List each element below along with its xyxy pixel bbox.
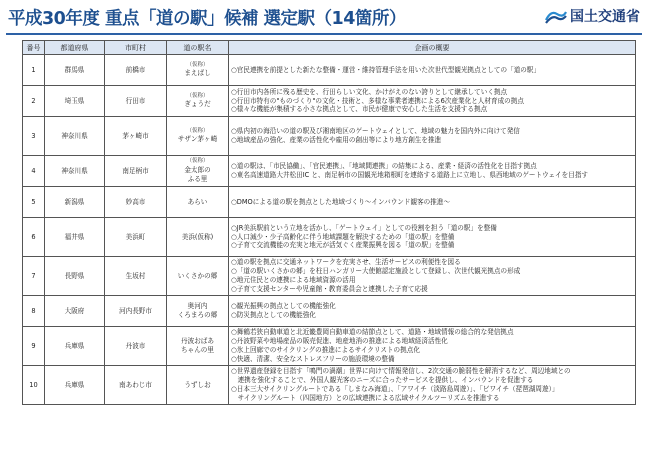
row-number: 7	[23, 257, 45, 296]
summary-line: ○日本三大サイクリングルートである「しまなみ海道」、「アワイチ（淡路島周遊）」、「ビワイチ（琵琶湖周遊）」	[231, 385, 559, 393]
row-prefecture: 新潟県	[45, 187, 105, 218]
row-prefecture: 兵庫県	[45, 366, 105, 405]
candidate-stations-table	[22, 40, 636, 405]
col-header-municipality: 市町村	[105, 41, 167, 55]
row-number: 10	[23, 366, 45, 405]
row-prefecture: 福井県	[45, 218, 105, 257]
station-name-provisional: （仮称）	[186, 158, 209, 165]
row-number: 8	[23, 296, 45, 327]
row-station-name	[167, 55, 229, 86]
row-station-name	[167, 257, 229, 296]
summary-line: ○行田市内各所に残る歴史を、行田らしい文化、かけがえのない誇りとして継承していく拠点	[231, 87, 508, 96]
station-name: あらい	[187, 197, 208, 206]
row-number: 5	[23, 187, 45, 218]
station-name: 金太郎の ふる里	[184, 165, 211, 183]
table-row	[23, 187, 636, 218]
col-header-station-name: 道の駅名	[167, 41, 229, 55]
summary-line: ○県内初の海沿いの道の駅及び湘南地区のゲートウェイとして、地域の魅力を国内外に向けて発信	[231, 127, 520, 136]
summary-line: サイクリングルート（四国地方）との広域連携による広域サイクルツーリズムを推進する	[231, 393, 500, 402]
station-name: 丹波おばあ ちゃんの里	[181, 337, 214, 354]
summary-line: ○「道の駅いくさかの郷」を柱日ハンガリー大使館認定施設として登録し、次世代観光拠点の形成	[231, 267, 521, 276]
station-name: うずしお	[184, 380, 211, 389]
summary-line: ○DMOによる道の駅を拠点とした地域づくり～インバウンド観客の推進～	[231, 197, 451, 206]
row-municipality: 生坂村	[105, 257, 167, 296]
table-row	[23, 327, 636, 366]
ministry-logo	[545, 6, 640, 26]
station-name: 奥河内 くろまろの郷	[177, 302, 218, 319]
row-station-name	[167, 86, 229, 117]
table-row	[23, 366, 636, 405]
summary-line: ○観光振興の拠点としての機能強化	[231, 302, 336, 311]
row-station-name	[167, 296, 229, 327]
row-municipality: 丹波市	[105, 327, 167, 366]
table-row	[23, 257, 636, 296]
col-header-prefecture: 都道府県	[45, 41, 105, 55]
row-station-name	[167, 327, 229, 366]
row-number: 6	[23, 218, 45, 257]
row-summary	[229, 117, 636, 156]
summary-line: ○世界遺産登録を目指す「鳴門の渦潮」世界に向けて情報発信し、2次交通の脆弱性を解消するなど、周辺地域との	[231, 367, 571, 376]
row-summary	[229, 327, 636, 366]
summary-line: ○官民連携を前提とした新たな整備・運営・維持管理手法を用いた次世代型観光拠点としての「道の駅」	[231, 65, 541, 74]
summary-line: ○子育て交流機能の充実と地元が活気ぐく産業振興を図る「道の駅」を整備	[231, 241, 455, 250]
summary-line: ○様々な機能が集積する小さな拠点として、市民が健康で安心した生活を支援する拠点	[231, 105, 488, 114]
station-name: いくさかの郷	[177, 271, 218, 280]
row-number: 9	[23, 327, 45, 366]
summary-line: ○舞鶴若狭自動車道と北近畿豊岡自動車道の結節点として、道路・地域情報の総合的な発信拠点	[231, 328, 514, 337]
summary-line: ○氷上回廊でのサイクリングの推進によるサイクリストの拠点化	[231, 346, 420, 354]
row-number: 2	[23, 86, 45, 117]
summary-line: ○地元住民との連携による地域資源の活用	[231, 276, 356, 284]
station-name-provisional: （仮称）	[186, 127, 209, 134]
row-municipality: 茅ヶ崎市	[105, 117, 167, 156]
summary-line: ○人口減少・少子高齢化に伴う地域課題を解決するための「道の駅」を整備	[231, 232, 455, 241]
table-row	[23, 117, 636, 156]
mlit-logo-icon	[545, 8, 567, 24]
row-municipality: 美浜町	[105, 218, 167, 257]
row-prefecture: 兵庫県	[45, 327, 105, 366]
summary-line: ○地域産品の強化、産業の活性化や雇用の創出等により地方創生を推進	[231, 136, 442, 144]
row-summary	[229, 366, 636, 405]
row-summary	[229, 218, 636, 257]
row-station-name	[167, 218, 229, 257]
row-prefecture: 大阪府	[45, 296, 105, 327]
table-header-row	[23, 41, 636, 55]
summary-line: ○子育て支援センターや児童館・教育委員会と連携した子育て応援	[231, 284, 428, 293]
row-municipality: 妙高市	[105, 187, 167, 218]
ministry-name: 国土交通省	[570, 9, 640, 25]
summary-line: ○快適、清潔、安全なストレスフリーの施設環境の整備	[231, 354, 395, 363]
station-name: まえばし	[184, 69, 211, 78]
table-row	[23, 218, 636, 257]
row-number: 1	[23, 55, 45, 86]
station-name: ぎょうだ	[184, 100, 211, 109]
summary-line: ○防災拠点としての機能強化	[231, 311, 316, 319]
row-summary	[229, 86, 636, 117]
row-number: 4	[23, 156, 45, 187]
station-name: サザン茅ヶ崎	[177, 135, 218, 144]
row-station-name	[167, 156, 229, 187]
summary-line: 連携を強化することで、外国人観光客のニーズに合ったサービスを提供し、インバウンドを促進する	[231, 376, 534, 385]
row-summary	[229, 187, 636, 218]
station-name-provisional: （仮称）	[186, 61, 209, 68]
table-row	[23, 296, 636, 327]
summary-line: ○道の駅を拠点に交通ネットワークを充実させ、生活サービスの利便性を図る	[231, 258, 461, 267]
row-municipality: 前橋市	[105, 55, 167, 86]
row-prefecture: 群馬県	[45, 55, 105, 86]
row-station-name	[167, 366, 229, 405]
table-row	[23, 156, 636, 187]
table-row	[23, 86, 636, 117]
row-municipality: 河内長野市	[105, 296, 167, 327]
row-summary	[229, 257, 636, 296]
summary-line: ○東名高速道路大井松田IC と、南足柄市の国観光地箱根町を連絡する道路上に立地し、県西地域のゲートウェイを目指す	[231, 171, 589, 179]
row-summary	[229, 55, 636, 86]
row-prefecture: 埼玉県	[45, 86, 105, 117]
row-summary	[229, 296, 636, 327]
table-row	[23, 55, 636, 86]
row-station-name	[167, 117, 229, 156]
row-municipality: 行田市	[105, 86, 167, 117]
page-title: 平成30年度 重点「道の駅」候補 選定駅（14箇所）	[8, 9, 406, 29]
row-municipality: 南足柄市	[105, 156, 167, 187]
row-municipality: 南あわじ市	[105, 366, 167, 405]
row-station-name	[167, 187, 229, 218]
summary-line: ○丹波野菜や地場産品の販売促進、地産地消の推進による地域経済活性化	[231, 337, 448, 346]
row-prefecture: 神奈川県	[45, 156, 105, 187]
summary-line: ○道の駅は、「市民協働」、「官民連携」、「地域間連携」の結集による、産業・経済の活性化を目指す拠点	[231, 162, 537, 171]
row-prefecture: 神奈川県	[45, 117, 105, 156]
header-divider	[6, 33, 642, 35]
row-prefecture: 長野県	[45, 257, 105, 296]
col-header-number: 番号	[23, 41, 45, 55]
station-name: 美浜(仮称)	[181, 232, 214, 241]
summary-line: ○行田市特有の"ものづくり"の文化・技術と、多様な事業者連携による6次産業化と人材育成の拠点	[231, 96, 524, 105]
summary-line: ○JR美浜駅前という立地を活かし、「ゲートウェイ」としての役割を担う「道の駅」を整備	[231, 223, 497, 232]
row-number: 3	[23, 117, 45, 156]
station-name-provisional: （仮称）	[186, 92, 209, 99]
col-header-summary: 企画の概要	[229, 41, 636, 55]
row-summary	[229, 156, 636, 187]
header	[0, 0, 648, 34]
